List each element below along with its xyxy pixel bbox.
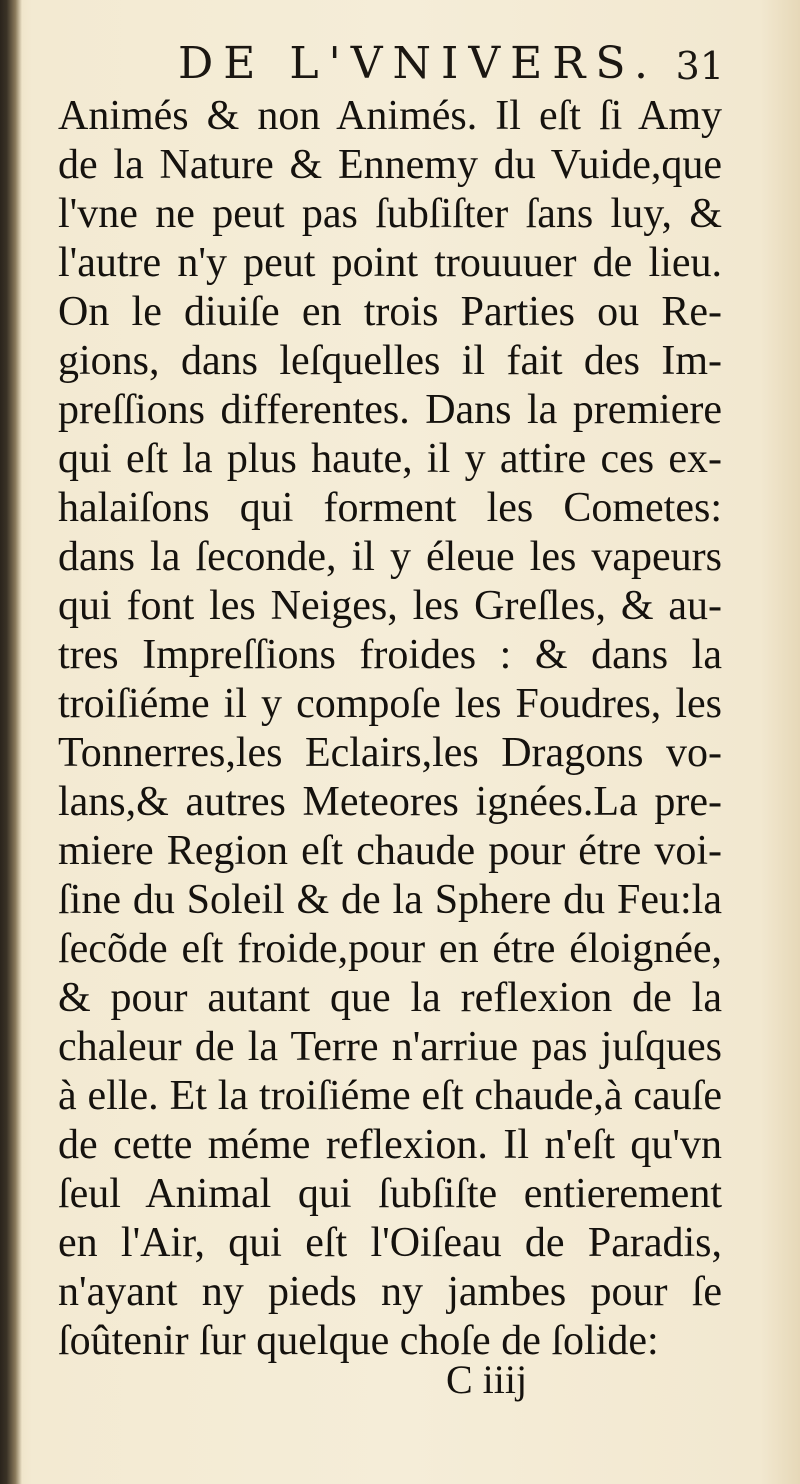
running-title: DE L'VNIVERS. bbox=[178, 38, 658, 89]
text-line: à elle. Et la troiſiéme eſt chaude,à cauſe bbox=[58, 1073, 722, 1119]
text-line: n'ayant ny pieds ny jambes pour ſe bbox=[58, 1269, 722, 1315]
text-line: gions, dans leſquelles il fait des Im- bbox=[58, 338, 722, 384]
text-line: de cette méme reflexion. Il n'eſt qu'vn bbox=[58, 1122, 722, 1168]
text-line: l'vne ne peut pas ſubſiſter ſans luy, & bbox=[58, 191, 722, 237]
text-line: ſine du Soleil & de la Sphere du Feu:la bbox=[58, 877, 722, 923]
text-line: qui eſt la plus haute, il y attire ces ex- bbox=[58, 436, 722, 482]
text-line: Tonnerres,les Eclairs,les Dragons vo- bbox=[58, 730, 722, 776]
text-line: de la Nature & Ennemy du Vuide,que bbox=[58, 142, 722, 188]
text-line: ſeul Animal qui ſubſiſte entierement bbox=[58, 1171, 722, 1217]
page-gutter bbox=[0, 0, 22, 1484]
text-line: qui font les Neiges, les Greſles, & au- bbox=[58, 583, 722, 629]
text-line: ſoûtenir ſur quelque choſe de ſolide: bbox=[58, 1318, 659, 1364]
text-line: On le diuiſe en trois Parties ou Re- bbox=[58, 289, 722, 335]
page-number: 31 bbox=[675, 44, 724, 88]
body-text bbox=[58, 92, 722, 1366]
text-line: chaleur de la Terre n'arriue pas juſques bbox=[58, 1024, 722, 1070]
text-line: en l'Air, qui eſt l'Oiſeau de Paradis, bbox=[58, 1220, 722, 1266]
text-line: ſecõde eſt froide,pour en étre éloignée, bbox=[58, 926, 722, 972]
text-line: & pour autant que la reflexion de la bbox=[58, 975, 722, 1021]
text-line: dans la ſeconde, il y éleue les vapeurs bbox=[58, 534, 722, 580]
text-line: miere Region eſt chaude pour étre voi- bbox=[58, 828, 722, 874]
text-line: tres Impreſſions froides : & dans la bbox=[58, 632, 722, 678]
text-line: l'autre n'y peut point trouuuer de lieu. bbox=[58, 240, 722, 286]
signature-mark: C iiij bbox=[446, 1357, 528, 1402]
text-line: halaiſons qui forment les Cometes: bbox=[58, 485, 722, 531]
running-head bbox=[178, 38, 738, 98]
text-line: lans,& autres Meteores ignées.La pre- bbox=[58, 779, 722, 825]
text-line: Animés & non Animés. Il eſt ſi Amy bbox=[58, 93, 722, 139]
text-line: troiſiéme il y compoſe les Foudres, les bbox=[58, 681, 722, 727]
text-line: preſſions differentes. Dans la premiere bbox=[58, 387, 722, 433]
